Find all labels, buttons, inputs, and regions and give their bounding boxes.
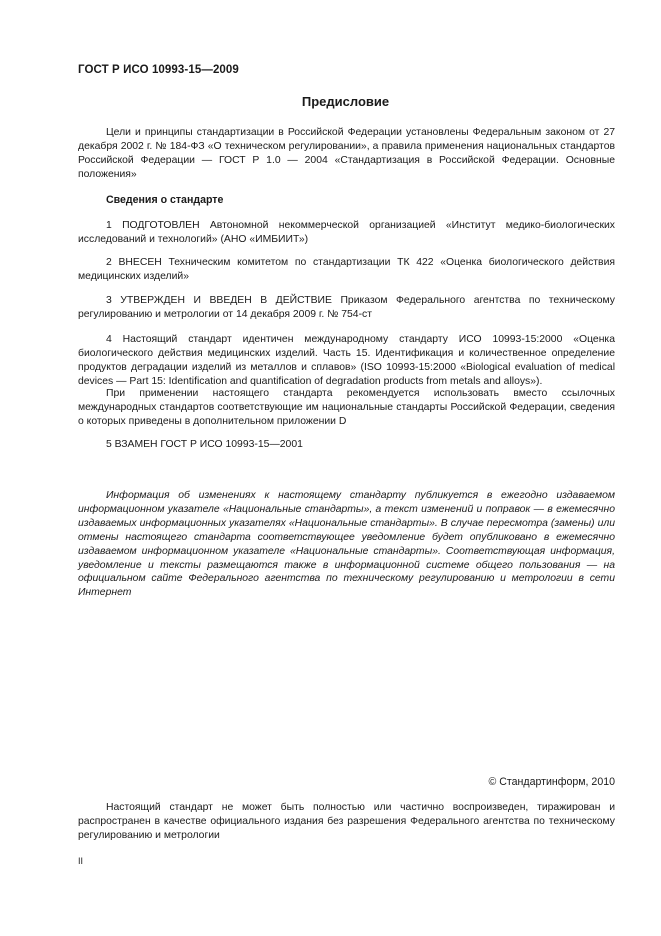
- item-identical: 4 Настоящий стандарт идентичен международному стандарту ИСО 10993-15:2000 «Оценка биологического действия медицинских изделий. Часть 15. Идентификация и количественное определение продуктов деградации изделий из металлов и сплавов» (ISO 10993-15:2000 «Biological evaluation of medical devices — Part 15: Identification and quantification of degradation products from metals and alloys»).: [78, 334, 615, 387]
- item-approved: 3 УТВЕРЖДЕН И ВВЕДЕН В ДЕЙСТВИЕ Приказом Федерального агентства по техническому регулированию и метрологии от 14 декабря 2009 г. № 754-ст: [78, 295, 615, 320]
- item-introduced: 2 ВНЕСЕН Техническим комитетом по стандартизации ТК 422 «Оценка биологического действия медицинских изделий»: [78, 257, 615, 282]
- changes-notice: Информация об изменениях к настоящему стандарту публикуется в ежегодно издаваемом информационном указателе «Национальные стандарты», а текст изменений и поправок — в ежемесячно издаваемых информационных указателях «Национальные стандарты». В случае пересмотра (замены) или отмены настоящего стандарта соответствующее уведомление будет опубликовано в ежемесячно издаваемом информационном указателе «Национальные стандарты». Соответствующая информация, уведомление и тексты размещаются также в информационной системе общего пользования — на официальном сайте Федерального агентства по техническому регулированию и метрологии в сети Интернет: [78, 490, 615, 599]
- standard-info-heading: Сведения о стандарте: [106, 194, 224, 206]
- document-id-header: ГОСТ Р ИСО 10993-15—2009: [78, 64, 239, 76]
- intro-paragraph: Цели и принципы стандартизации в Российской Федерации установлены Федеральным законом от 27 декабря 2002 г. № 184-ФЗ «О техническом регулировании», а правила применения национальных стандартов Российской Федерации — ГОСТ Р 1.0 — 2004 «Стандартизация в Российской Федерации. Основные положения»: [78, 127, 615, 180]
- item-prepared: 1 ПОДГОТОВЛЕН Автономной некоммерческой организацией «Институт медико-биологических исследований и технологий» (АНО «ИМБИИТ»): [78, 220, 615, 245]
- reproduction-notice: Настоящий стандарт не может быть полностью или частично воспроизведен, тиражирован и распространен в качестве официального издания без разрешения Федерального агентства по техническому регулированию и метрологии: [78, 802, 615, 841]
- item-application-note: При применении настоящего стандарта рекомендуется использовать вместо ссылочных международных стандартов соответствующие им национальные стандарты Российской Федерации, сведения о которых приведены в дополнительном приложении D: [78, 388, 615, 427]
- page-number: II: [78, 856, 84, 866]
- copyright-line: © Стандартинформ, 2010: [488, 776, 615, 788]
- page-title: Предисловие: [301, 94, 390, 109]
- item-replaces: 5 ВЗАМЕН ГОСТ Р ИСО 10993-15—2001: [106, 439, 303, 450]
